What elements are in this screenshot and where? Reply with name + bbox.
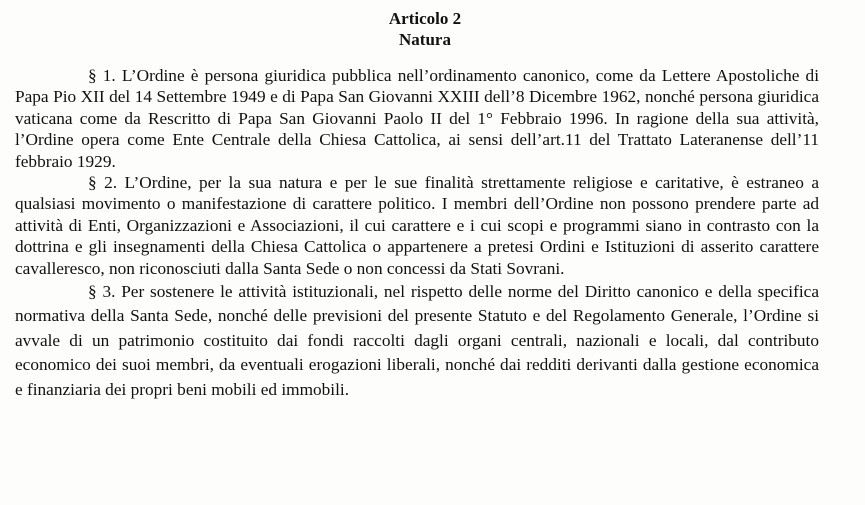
paragraph-3: § 3. Per sostenere le attività istituzionali, nel rispetto delle norme del Diritto canonico e della specifica normativa della Santa Sede, nonché delle previsioni del presente Statuto e del Regolamento Generale, l’Ordine si avvale di un patrimonio costituito dai fondi raccolti dagli organi centrali, nazionali e locali, dal contributo economico dei suoi membri, da eventuali erogazioni liberali, nonché dai redditi derivanti dalla gestione economica e finanziaria dei propri beni mobili ed immobili. — [15, 282, 819, 399]
paragraph-1: § 1. L’Ordine è persona giuridica pubblica nell’ordinamento canonico, come da Lettere Apostoliche di Papa Pio XII del 14 Settembre 1949 e di Papa San Giovanni XXIII dell’8 Dicembre 1962, nonché persona giuridica vaticana come da Rescritto di Papa San Giovanni Paolo II del 1° Febbraio 1996. In ragione della sua attività, l’Ordine opera come Ente Centrale della Chiesa Cattolica, ai sensi dell’art.11 del Trattato Lateranense dell’11 febbraio 1929. — [15, 66, 819, 171]
article-heading — [31, 8, 819, 50]
article-subtitle: Natura — [399, 30, 451, 49]
article-body — [15, 65, 819, 402]
paragraph-2: § 2. L’Ordine, per la sua natura e per le sue finalità strettamente religiose e caritative, è estraneo a qualsiasi movimento o manifestazione di carattere politico. I membri dell’Ordine non possono prendere parte ad attività di Enti, Organizzazioni e Associazioni, il cui carattere e i cui scopi e programmi siano in contrasto con la dottrina e gli insegnamenti della Chiesa Cattolica o appartenere a pretesi Ordini e Istituzioni di asserito carattere cavalleresco, non riconosciuti dalla Santa Sede o non concessi da Stati Sovrani. — [15, 173, 819, 278]
article-title: Articolo 2 — [388, 9, 462, 28]
